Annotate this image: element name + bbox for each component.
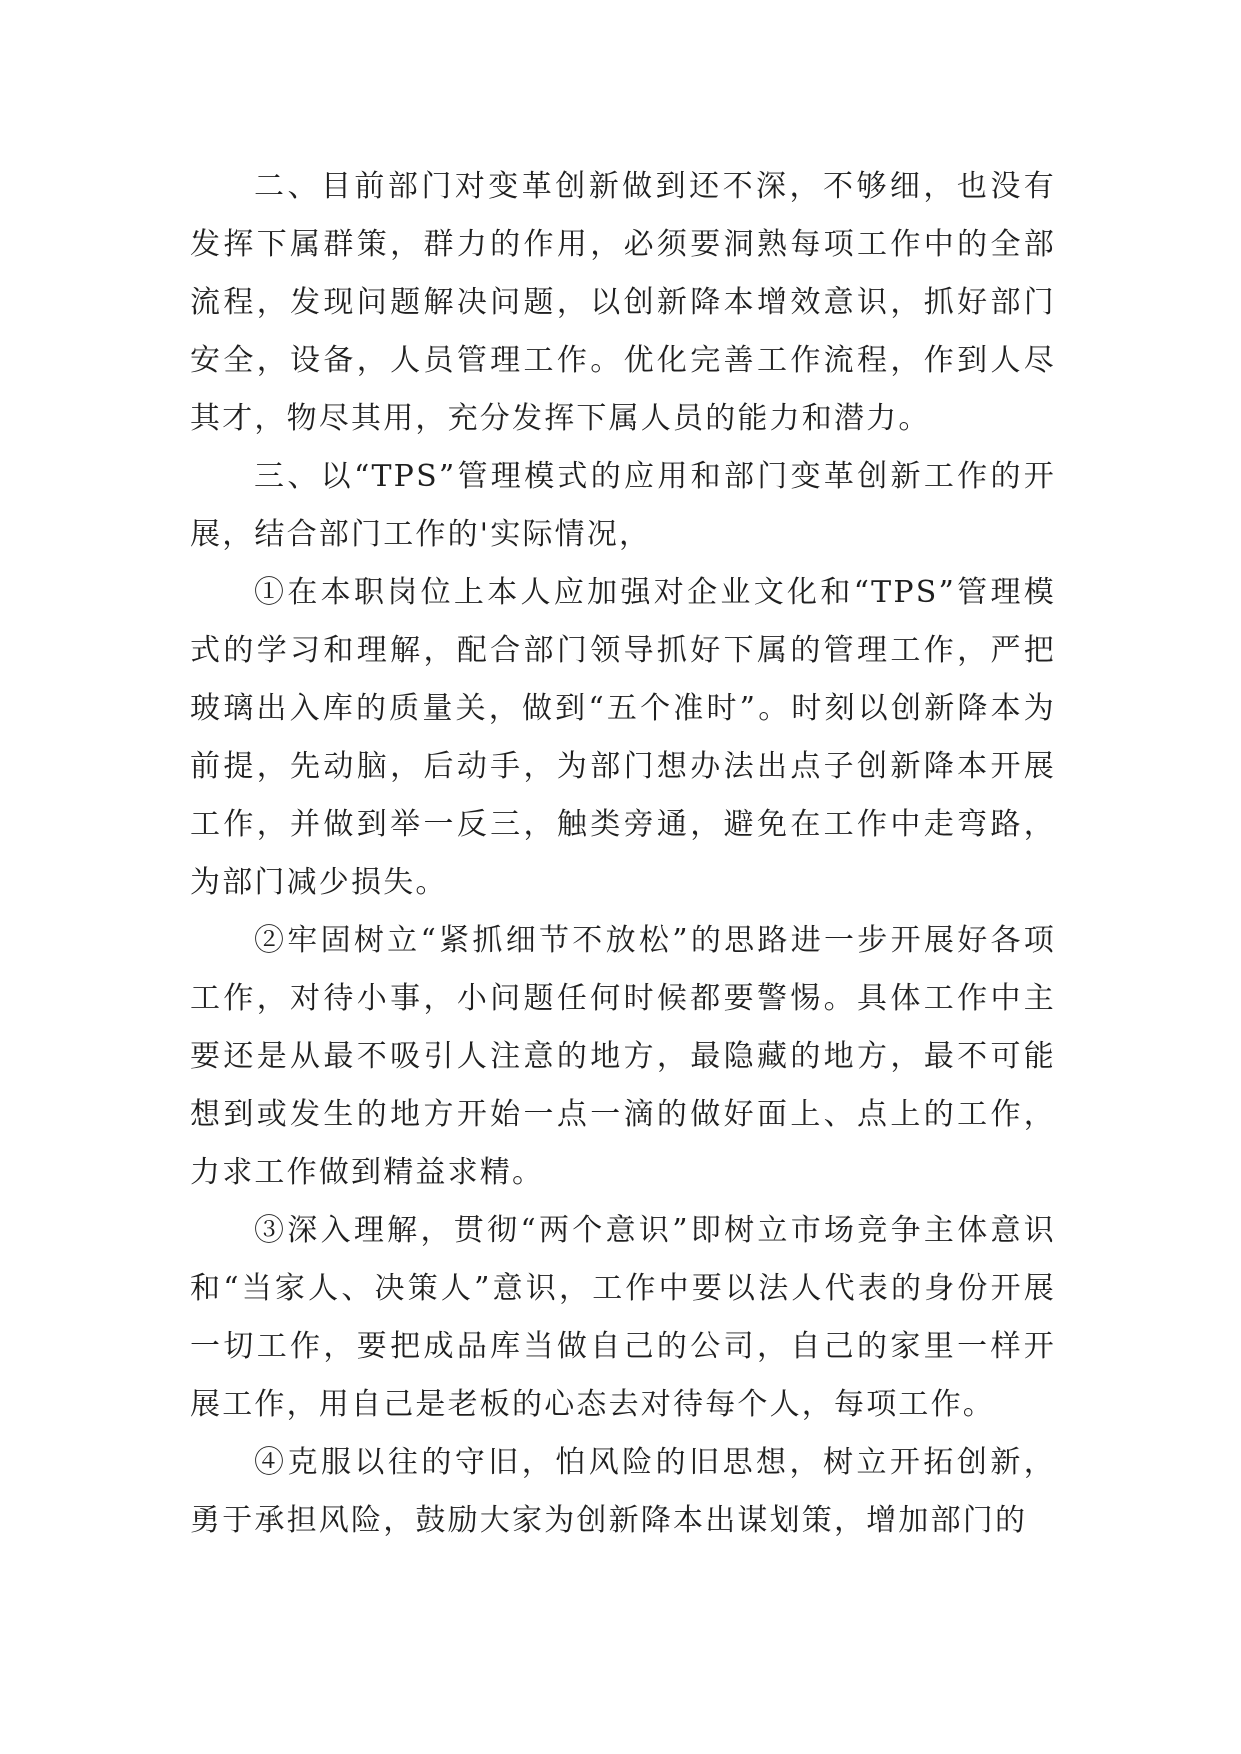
paragraph-item-4: ④克服以往的守旧，怕风险的旧思想，树立开拓创新，勇于承担风险，鼓励大家为创新降本出谋划策，增加部门的 bbox=[190, 1445, 1056, 1538]
paragraph-section-three: 三、以“TPS”管理模式的应用和部门变革创新工作的开展，结合部门工作的'实际情况， bbox=[190, 459, 1056, 552]
paragraph-item-2: ②牢固树立“紧抓细节不放松”的思路进一步开展好各项工作，对待小事，小问题任何时候都要警惕。具体工作中主要还是从最不吸引人注意的地方，最隐藏的地方，最不可能想到或发生的地方开始一点一滴的做好面上、点上的工作，力求工作做到精益求精。 bbox=[190, 923, 1056, 1190]
paragraph-item-3: ③深入理解，贯彻“两个意识”即树立市场竞争主体意识和“当家人、决策人”意识，工作中要以法人代表的身份开展一切工作，要把成品库当做自己的公司，自己的家里一样开展工作，用自己是老板的心态去对待每个人，每项工作。 bbox=[190, 1213, 1056, 1422]
document-body bbox=[190, 158, 1056, 1550]
paragraph-section-two: 二、目前部门对变革创新做到还不深，不够细，也没有发挥下属群策，群力的作用，必须要洞熟每项工作中的全部流程，发现问题解决问题，以创新降本增效意识，抓好部门安全，设备，人员管理工作。优化完善工作流程，作到人尽其才，物尽其用，充分发挥下属人员的能力和潜力。 bbox=[190, 169, 1056, 436]
paragraph-item-1: ①在本职岗位上本人应加强对企业文化和“TPS”管理模式的学习和理解，配合部门领导抓好下属的管理工作，严把玻璃出入库的质量关，做到“五个准时”。时刻以创新降本为前提，先动脑，后动手，为部门想办法出点子创新降本开展工作，并做到举一反三，触类旁通，避免在工作中走弯路，为部门减少损失。 bbox=[190, 575, 1056, 900]
